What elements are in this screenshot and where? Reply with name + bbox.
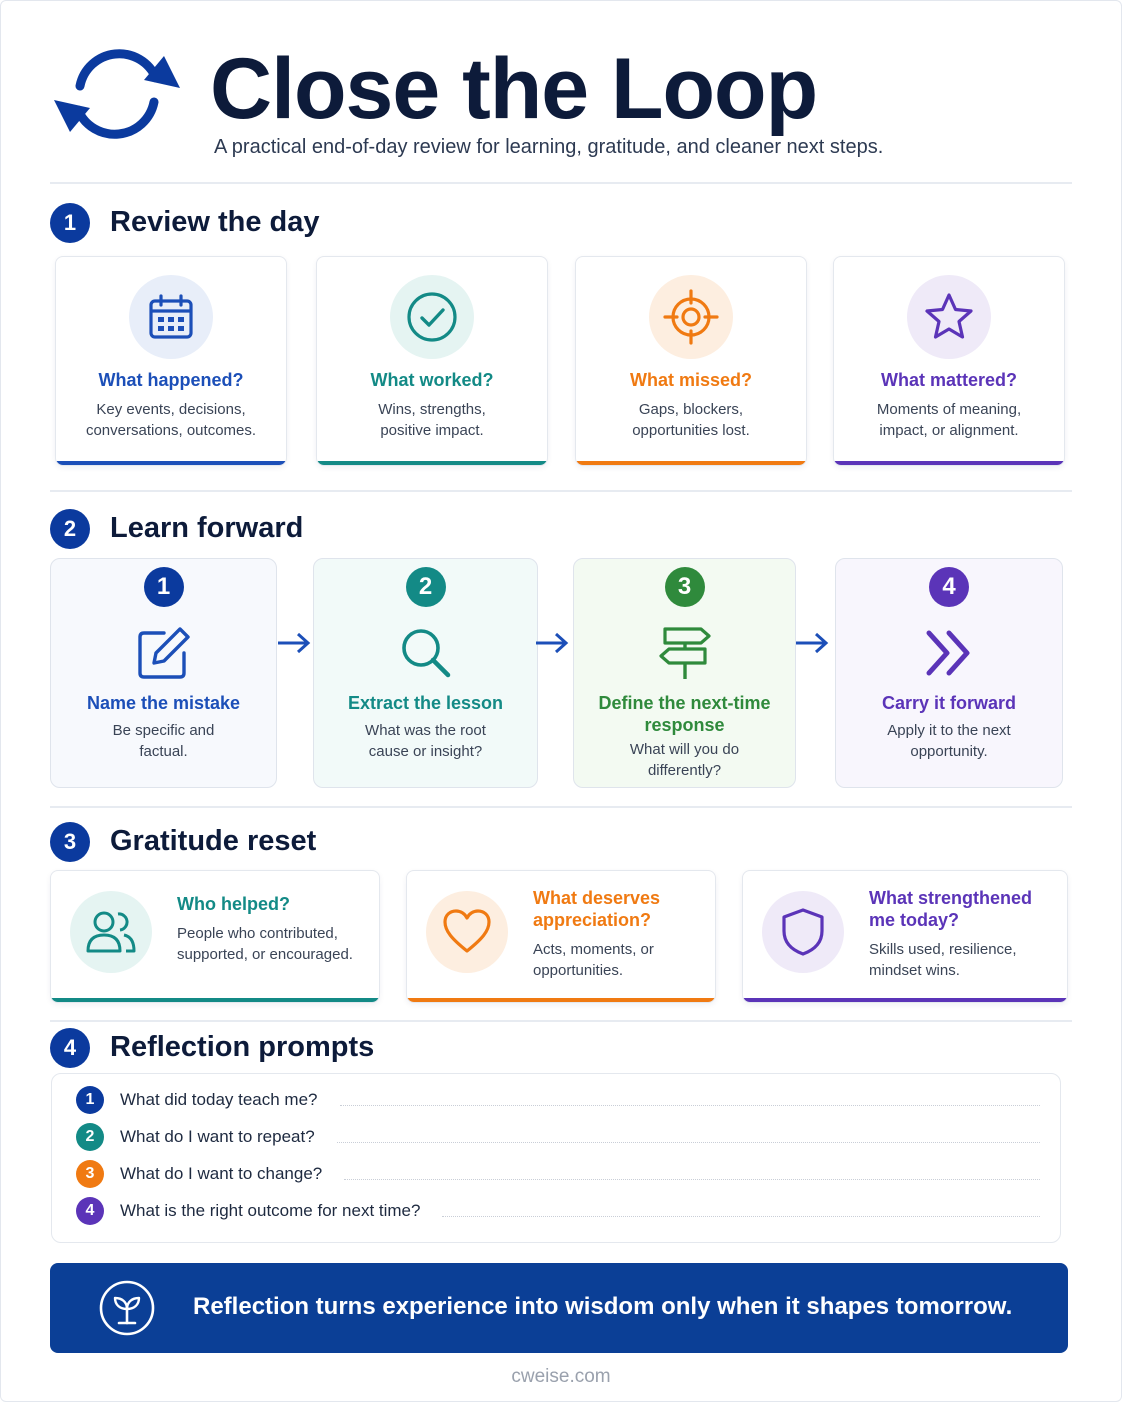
step-title: Carry it forward — [881, 693, 1017, 713]
gratitude-card-what-deserves-appreciation — [406, 870, 716, 1003]
section-4-title: Reflection prompts — [110, 1031, 375, 1063]
card-description: Key events, decisions, conversations, outcomes. — [85, 401, 257, 439]
card-title: What worked? — [370, 370, 494, 390]
step-title: Extract the lesson — [347, 693, 504, 713]
step-title: Name the mistake — [86, 693, 241, 713]
arrow-right-icon — [274, 628, 314, 658]
footer-site-name: cweise.com — [511, 1366, 611, 1387]
card-accent-bar — [834, 461, 1064, 465]
step-description: What will you do differently? — [629, 741, 740, 779]
shield-icon-circle — [762, 891, 844, 973]
section-1-number: 1 — [50, 203, 90, 243]
learn-step-define-next-time-response — [573, 558, 796, 788]
reflection-prompts-box — [51, 1073, 1061, 1243]
search-icon — [396, 623, 456, 683]
card-title: What missed? — [629, 370, 753, 390]
card-accent-bar — [576, 461, 806, 465]
calendar-icon — [147, 293, 195, 341]
loop-arrows-icon — [52, 40, 182, 148]
write-in-line[interactable] — [442, 1215, 1040, 1217]
write-in-line[interactable] — [344, 1178, 1040, 1180]
card-title: What strengthened me today? — [869, 888, 1033, 930]
prompt-text: What do I want to repeat? — [120, 1127, 315, 1146]
prompt-row — [76, 1196, 1040, 1226]
prompt-row — [76, 1122, 1040, 1152]
learn-step-carry-it-forward — [835, 558, 1063, 788]
shield-icon — [780, 907, 826, 957]
step-description: What was the root cause or insight? — [365, 722, 486, 760]
card-description: People who contributed, supported, or encouraged. — [177, 925, 353, 963]
sprout-icon — [98, 1279, 156, 1337]
section-3-number: 3 — [50, 822, 90, 862]
page-title: Close the Loop — [210, 41, 818, 137]
section-4-number: 4 — [50, 1028, 90, 1068]
card-title: What mattered? — [880, 370, 1017, 390]
step-number: 1 — [144, 567, 184, 607]
star-icon-circle — [907, 275, 991, 359]
prompt-row — [76, 1159, 1040, 1189]
people-icon — [84, 905, 138, 959]
arrow-right-icon — [532, 628, 572, 658]
divider — [50, 1020, 1072, 1022]
card-accent-bar — [56, 461, 286, 465]
card-description: Skills used, resilience, mindset wins. — [869, 941, 1017, 979]
gratitude-card-who-helped — [50, 870, 380, 1003]
card-description: Gaps, blockers, opportunities lost. — [632, 401, 750, 439]
step-number: 3 — [665, 567, 705, 607]
section-1-title: Review the day — [110, 206, 320, 238]
target-icon-circle — [649, 275, 733, 359]
card-title: What deserves appreciation? — [533, 888, 661, 930]
prompt-row — [76, 1085, 1040, 1115]
heart-icon-circle — [426, 891, 508, 973]
card-description: Wins, strengths, positive impact. — [378, 401, 486, 439]
banner-quote: Reflection turns experience into wisdom only when it shapes tomorrow. — [193, 1293, 1013, 1320]
card-accent-bar — [743, 998, 1067, 1002]
prompt-text: What is the right outcome for next time? — [120, 1201, 421, 1220]
heart-icon — [442, 907, 492, 957]
gratitude-card-what-strengthened-me — [742, 870, 1068, 1003]
learn-step-name-the-mistake — [50, 558, 277, 788]
calendar-icon-circle — [129, 275, 213, 359]
divider — [50, 490, 1072, 492]
signpost-icon — [655, 623, 715, 683]
write-in-line[interactable] — [337, 1141, 1040, 1143]
check-circle-icon-circle — [390, 275, 474, 359]
section-2-number: 2 — [50, 509, 90, 549]
step-title: Define the next-time response — [598, 693, 771, 735]
section-2-title: Learn forward — [110, 512, 304, 544]
prompt-text: What do I want to change? — [120, 1164, 323, 1183]
card-title: What happened? — [98, 370, 244, 390]
divider — [50, 182, 1072, 184]
arrow-right-icon — [792, 628, 832, 658]
step-description: Apply it to the next opportunity. — [887, 722, 1011, 760]
divider — [50, 806, 1072, 808]
write-in-line[interactable] — [340, 1104, 1040, 1106]
review-card-what-happened — [55, 256, 287, 466]
double-chevron-icon — [919, 623, 979, 683]
review-card-what-mattered — [833, 256, 1065, 466]
step-number: 4 — [929, 567, 969, 607]
card-accent-bar — [51, 998, 379, 1002]
card-title: Who helped? — [177, 894, 290, 914]
section-3-title: Gratitude reset — [110, 825, 317, 857]
edit-icon — [134, 623, 194, 683]
step-description: Be specific and factual. — [112, 722, 215, 760]
star-icon — [923, 291, 975, 343]
prompt-text: What did today teach me? — [120, 1090, 318, 1109]
prompt-number: 3 — [76, 1160, 104, 1188]
review-card-what-missed — [575, 256, 807, 466]
check-circle-icon — [405, 290, 459, 344]
card-accent-bar — [317, 461, 547, 465]
card-accent-bar — [407, 998, 715, 1002]
card-description: Moments of meaning, impact, or alignment. — [876, 401, 1022, 439]
review-card-what-worked — [316, 256, 548, 466]
prompt-number: 4 — [76, 1197, 104, 1225]
page-subtitle: A practical end-of-day review for learning, gratitude, and cleaner next steps. — [214, 136, 884, 158]
target-icon — [663, 289, 719, 345]
prompt-number: 1 — [76, 1086, 104, 1114]
learn-step-extract-the-lesson — [313, 558, 538, 788]
step-number: 2 — [406, 567, 446, 607]
card-description: Acts, moments, or opportunities. — [533, 941, 654, 979]
prompt-number: 2 — [76, 1123, 104, 1151]
people-icon-circle — [70, 891, 152, 973]
quote-banner — [50, 1263, 1068, 1353]
